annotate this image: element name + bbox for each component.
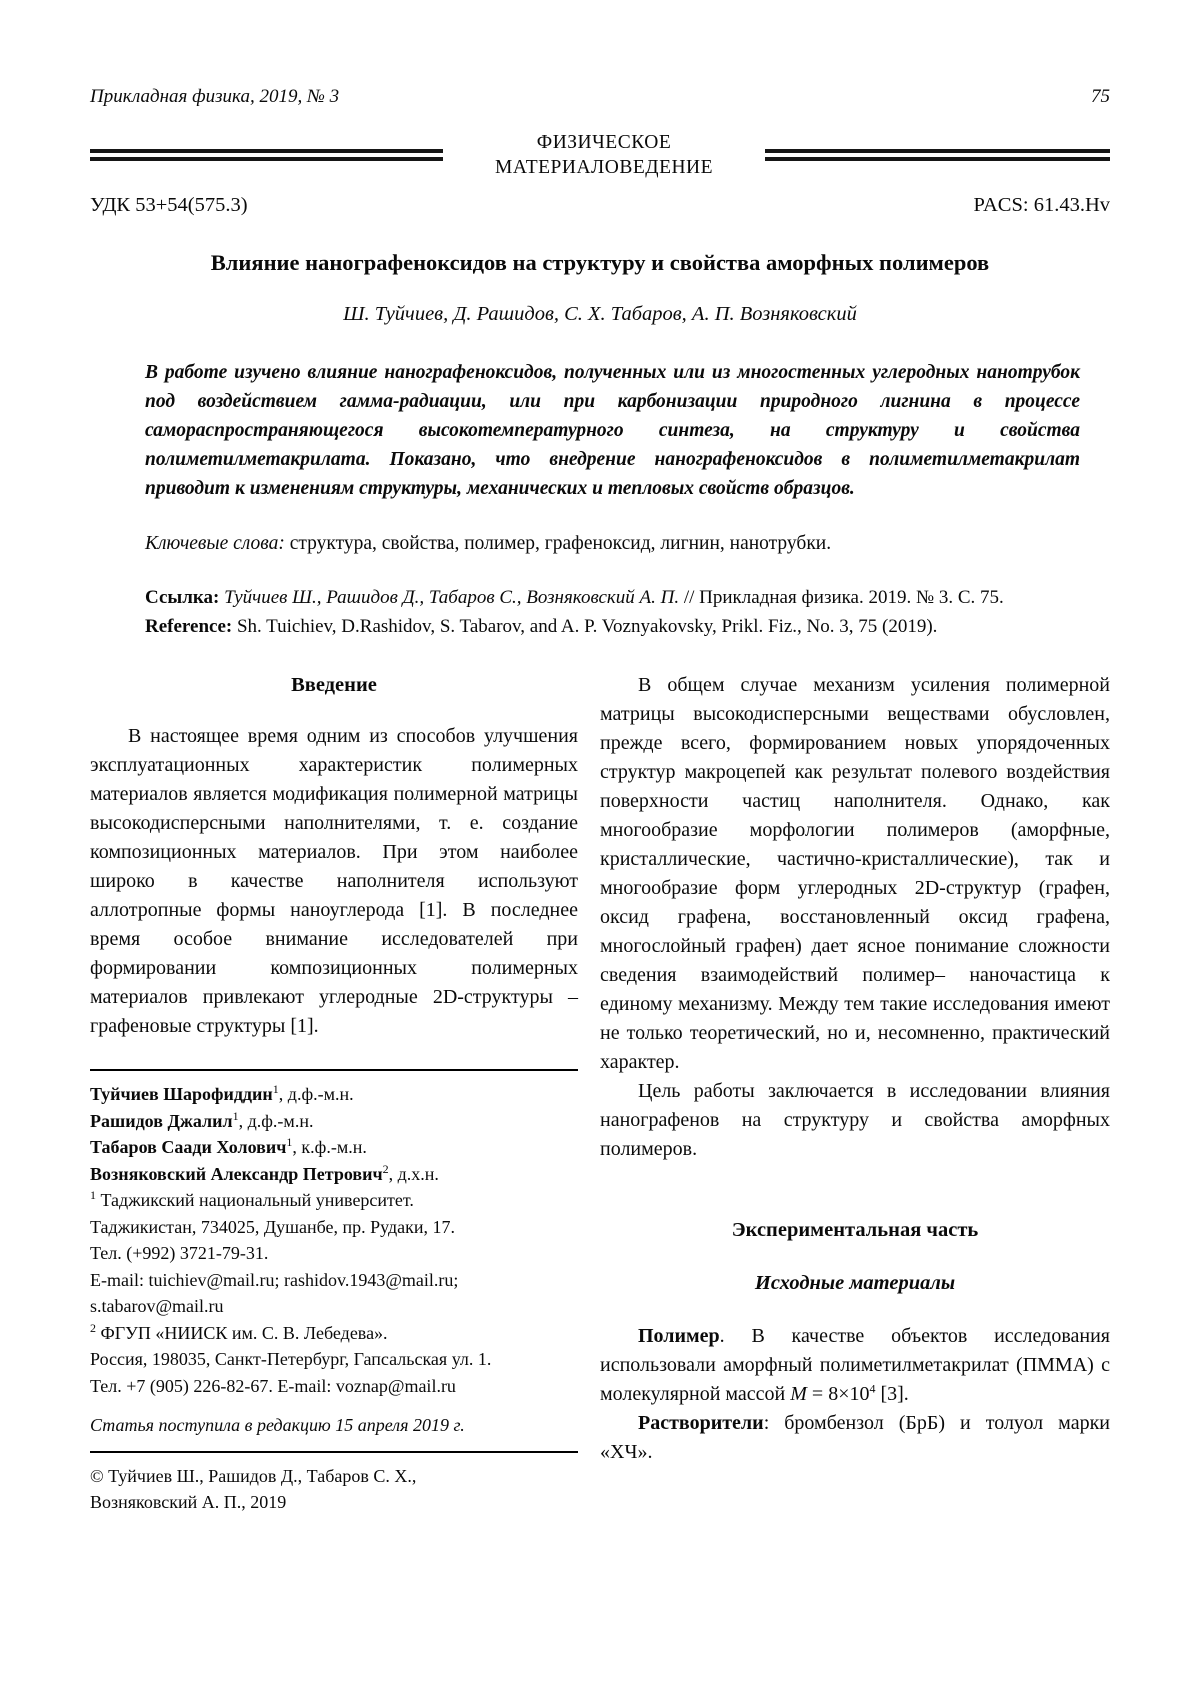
pacs-code: PACS: 61.43.Hv <box>973 194 1110 216</box>
abstract: В работе изучено влияние нанографеноксидов, полученных или из многостенных углеродных нанотрубок под воздействием гамма-радиации, или при карбонизации природного лигнина в процессе самораспространяющегося высокотемпературного синтеза, на структуру и свойства полиметилметакрилата. Показано, что внедрение нанографеноксидов в полиметилметакрилат приводит к изменениям структуры, механических и тепловых свойств образцов. <box>145 362 1080 499</box>
reference-text: Sh. Tuichiev, D.Rashidov, S. Tabarov, and A. P. Voznyakovsky, Prikl. Fiz., No. 3, 75 (2019). <box>232 616 938 637</box>
affiliation-marker: 1 <box>272 1082 279 1096</box>
footnote-author-degree: , к.ф.-м.н. <box>292 1137 367 1157</box>
citation-ru <box>145 584 1110 612</box>
introduction-paragraph: В настоящее время одним из способов улучшения эксплуатационных характеристик полимерных материалов является модификация полимерной матрицы высокодисперсными наполнителями, т. е. создание композиционных материалов. При этом наиболее широко в качестве наполнителя используют аллотропные формы наноуглерода [1]. В последнее время особое внимание исследователей при формировании композиционных полимерных материалов привлекают углеродные 2D-структуры – графеновые структуры [1]. <box>90 725 578 1037</box>
affiliation-name: ФГУП «НИИСК им. С. В. Лебедева». <box>96 1322 388 1343</box>
polymer-text: . В качестве объектов исследования использовали аморфный полиметилметакрилат (ПММА) с молекулярной массой <box>600 1325 1110 1405</box>
affiliation-name: Таджикский национальный университет. <box>96 1190 414 1210</box>
solvents-lead: Растворители <box>638 1412 764 1434</box>
affiliation-marker: 1 <box>90 1188 96 1202</box>
footnote-author <box>90 1134 578 1161</box>
footnote-author-degree: , д.ф.-м.н. <box>278 1084 354 1104</box>
footnote-author <box>90 1108 578 1135</box>
affiliation-1-phone: Тел. (+992) 3721-79-31. <box>90 1243 269 1263</box>
section-title <box>443 130 765 180</box>
section-title-line2: МАТЕРИАЛОВЕДЕНИЕ <box>495 157 714 178</box>
footnote-block <box>90 1069 578 1516</box>
keywords <box>145 530 1080 558</box>
affiliation-1-address: Таджикистан, 734025, Душанбе, пр. Рудаки, 17. <box>90 1216 456 1237</box>
affiliation-marker: 2 <box>382 1161 389 1176</box>
article-authors: Ш. Туйчиев, Д. Рашидов, С. Х. Табаров, А. П. Возняковский <box>343 303 857 325</box>
molecular-mass-symbol: M <box>790 1383 807 1405</box>
keywords-label: Ключевые слова: <box>145 533 285 554</box>
keywords-text: структура, свойства, полимер, графеноксид, лигнин, нанотрубки. <box>284 533 832 554</box>
affiliation-marker: 2 <box>90 1320 96 1335</box>
solvents-text: : бромбензол (БрБ) и толуол марки «ХЧ». <box>600 1412 1110 1463</box>
affiliation-2-phone-email: Тел. +7 (905) 226-82-67. E-mail: voznap@mail.ru <box>90 1375 456 1396</box>
molecular-mass-exponent: 4 <box>869 1381 876 1396</box>
journal-name: Прикладная физика, 2019, № 3 <box>90 86 340 107</box>
footnote-author-name: Возняковский Александр Петрович <box>90 1163 383 1184</box>
polymer-paragraph <box>600 1322 1110 1409</box>
banner-rule-left <box>90 149 443 161</box>
body-paragraph-goal: Цель работы заключается в исследовании влияния нанографенов на структуру и свойства аморфных полимеров. <box>600 1080 1110 1160</box>
left-column <box>90 671 578 1516</box>
banner-rule-right <box>765 149 1110 161</box>
page-number: 75 <box>1091 86 1110 107</box>
citation-rest: // Прикладная физика. 2019. № 3. С. 75. <box>683 587 1004 608</box>
classification-row <box>90 194 1110 217</box>
footnote-author <box>90 1081 578 1108</box>
experimental-heading: Экспериментальная часть <box>731 1219 979 1241</box>
citation-label: Ссылка: <box>145 587 220 608</box>
affiliation-1-email: E-mail: tuichiev@mail.ru; rashidov.1943@mail.ru; <box>90 1269 459 1290</box>
materials-heading: Исходные материалы <box>754 1272 956 1294</box>
right-column <box>600 671 1110 1516</box>
polymer-citation: [3]. <box>875 1383 909 1405</box>
polymer-lead: Полимер <box>638 1325 720 1347</box>
article-title: Влияние нанографеноксидов на структуру и свойства аморфных полимеров <box>210 250 990 275</box>
body-columns <box>90 671 1110 1516</box>
footnote-author-degree: , д.ф.-м.н. <box>238 1110 314 1131</box>
section-title-line1: ФИЗИЧЕСКОЕ <box>536 132 672 153</box>
copyright-line2: Возняковский А. П., 2019 <box>90 1492 287 1512</box>
section-banner <box>90 130 1110 180</box>
affiliation-1-email2: s.tabarov@mail.ru <box>90 1296 224 1316</box>
affiliation-marker: 1 <box>286 1135 293 1149</box>
molecular-mass-value: = 8×10 <box>806 1383 870 1405</box>
received-date: Статья поступила в редакцию 15 апреля 2019 г. <box>90 1412 578 1453</box>
footnote-author <box>90 1161 578 1188</box>
udk-code: УДК 53+54(575.3) <box>90 194 248 216</box>
footnote-author-name: Туйчиев Шарофиддин <box>90 1084 273 1104</box>
solvents-paragraph <box>600 1409 1110 1467</box>
footnote-author-name: Табаров Саади Холович <box>90 1137 287 1157</box>
affiliation-2-address: Россия, 198035, Санкт-Петербург, Гапсальская ул. 1. <box>90 1349 492 1369</box>
citation-en <box>145 613 1110 641</box>
affiliation-2 <box>90 1320 578 1347</box>
affiliation-marker: 1 <box>232 1108 239 1123</box>
copyright-line1: © Туйчиев Ш., Рашидов Д., Табаров С. Х., <box>90 1465 417 1486</box>
reference-label: Reference: <box>145 616 233 637</box>
citation-authors: Туйчиев Ш., Рашидов Д., Табаров С., Возняковский А. П. <box>219 587 684 608</box>
introduction-heading: Введение <box>291 674 377 696</box>
affiliation-1 <box>90 1187 578 1214</box>
footnote-author-name: Рашидов Джалил <box>90 1110 233 1131</box>
body-paragraph-mechanism: В общем случае механизм усиления полимерной матрицы высокодисперсными веществами обусловлен, прежде всего, формированием новых упорядоченных структур макроцепей как результат полевого воздействия поверхности частиц наполнителя. Однако, как многообразие морфологии полимеров (аморфные, кристаллические, частично-кристаллические), так и многообразие форм углеродных 2D-структур (графен, оксид графена, восстановленный оксид графена, многослойный графен) дает ясное понимание сложности сведения взаимодействий полимер– наночастица к единому механизму. Между тем такие исследования имеют не только теоретический, но и, несомненно, практический характер. <box>600 674 1110 1073</box>
footnote-author-degree: , д.х.н. <box>388 1163 439 1184</box>
running-head <box>90 86 1110 108</box>
